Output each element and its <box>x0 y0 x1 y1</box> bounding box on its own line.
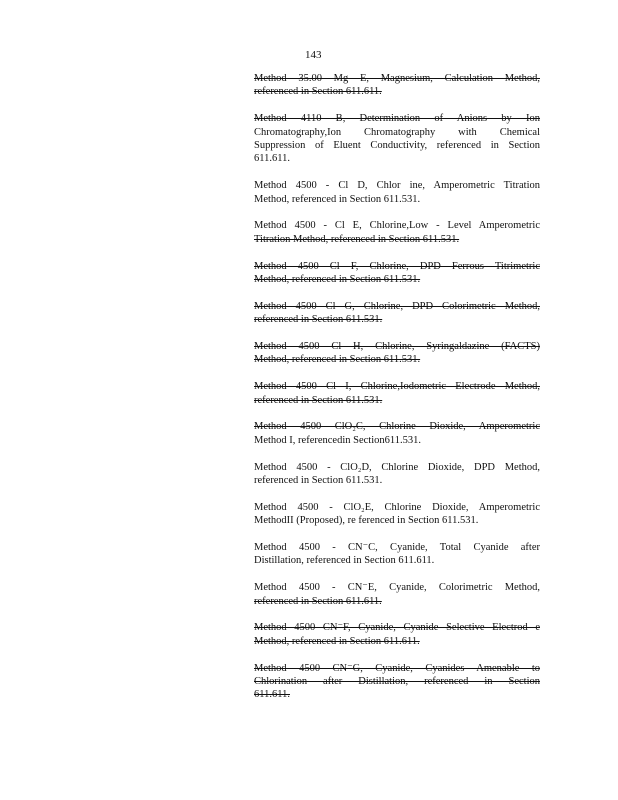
entry-line: Method 4500 Cl I, Chlorine,Iodometric Electrode Method, <box>254 381 540 393</box>
method-reference-entry <box>254 260 540 287</box>
entry-line: Method 4500 CN⁻F, Cyanide, Cyanide Selective Electrod e <box>254 622 540 634</box>
entry-line: Method 4500 ClO₂C, Chlorine Dioxide, Amperometric <box>254 421 540 433</box>
entry-line: referenced in Section 611.531. <box>254 394 383 406</box>
entry-line: referenced in Section 611.611. <box>254 86 382 98</box>
entry-line: Method 4500 Cl H, Chlorine, Syringaldazine (FACTS) <box>254 341 540 353</box>
method-reference-entry <box>254 112 540 166</box>
entry-line: referenced in Section 611.611. <box>254 595 382 607</box>
method-reference-list <box>254 72 540 715</box>
entry-line: Method, referenced in Section 611.531. <box>254 354 421 366</box>
entry-line: Method 4110 B, Determination of Anions by Ion <box>254 113 540 125</box>
entry-line: Method, referenced in Section 611.611. <box>254 635 420 647</box>
method-reference-entry <box>254 72 540 99</box>
entry-line: Method, referenced in Section 611.531. <box>254 274 421 286</box>
entry-line: Chlorination after Distillation, referenced in Section <box>254 676 540 688</box>
entry-line: Method I, referencedin Section611.531. <box>254 434 421 446</box>
page-number: 143 <box>305 49 322 61</box>
method-reference-entry <box>254 581 540 608</box>
method-reference-entry <box>254 461 540 488</box>
entry-line: Chromatography,Ion Chromatography with Chemical <box>254 126 540 138</box>
method-reference-entry <box>254 380 540 407</box>
entry-line: Method 4500 - ClO₂D, Chlorine Dioxide, DPD Method, <box>254 461 540 473</box>
method-reference-entry <box>254 662 540 702</box>
entry-line: MethodII (Proposed), re ferenced in Section 611.531. <box>254 515 479 527</box>
method-reference-entry <box>254 179 540 206</box>
entry-line: Suppression of Eluent Conductivity, referenced in Section <box>254 140 540 152</box>
entry-line: Method, referenced in Section 611.531. <box>254 193 421 205</box>
entry-line: Method 4500 - CN⁻C, Cyanide, Total Cyanide after <box>254 542 540 554</box>
entry-line: Method 4500 Cl G, Chlorine, DPD Colorimetric Method, <box>254 300 540 312</box>
entry-line: Method 4500 CN⁻G, Cyanide, Cyanides Amenable to <box>254 662 540 674</box>
method-reference-entry <box>254 340 540 367</box>
method-reference-entry <box>254 219 540 246</box>
entry-line: Method 4500 - Cl D, Chlor ine, Amperometric Titration <box>254 180 540 192</box>
method-reference-entry <box>254 501 540 528</box>
entry-line: 611.611. <box>254 153 290 165</box>
method-reference-entry <box>254 621 540 648</box>
method-reference-entry <box>254 300 540 327</box>
entry-line: referenced in Section 611.531. <box>254 475 383 487</box>
entry-line: Distillation, referenced in Section 611.611. <box>254 555 435 567</box>
method-reference-entry <box>254 541 540 568</box>
entry-line: Method 4500 - Cl E, Chlorine,Low - Level Amperometric <box>254 220 540 232</box>
entry-line: Titration Method, referenced in Section 611.531. <box>254 233 460 245</box>
entry-line: 611.611. <box>254 689 290 701</box>
entry-line: Method 35.00 Mg E, Magnesium, Calculation Method, <box>254 73 540 84</box>
entry-line: referenced in Section 611.531. <box>254 314 383 326</box>
entry-line: Method 4500 Cl F, Chlorine, DPD Ferrous Titrimetric <box>254 260 540 272</box>
entry-line: Method 4500 - ClO₂E, Chlorine Dioxide, Amperometric <box>254 501 540 513</box>
entry-line: Method 4500 - CN⁻E, Cyanide, Colorimetric Method, <box>254 582 540 594</box>
method-reference-entry <box>254 420 540 447</box>
